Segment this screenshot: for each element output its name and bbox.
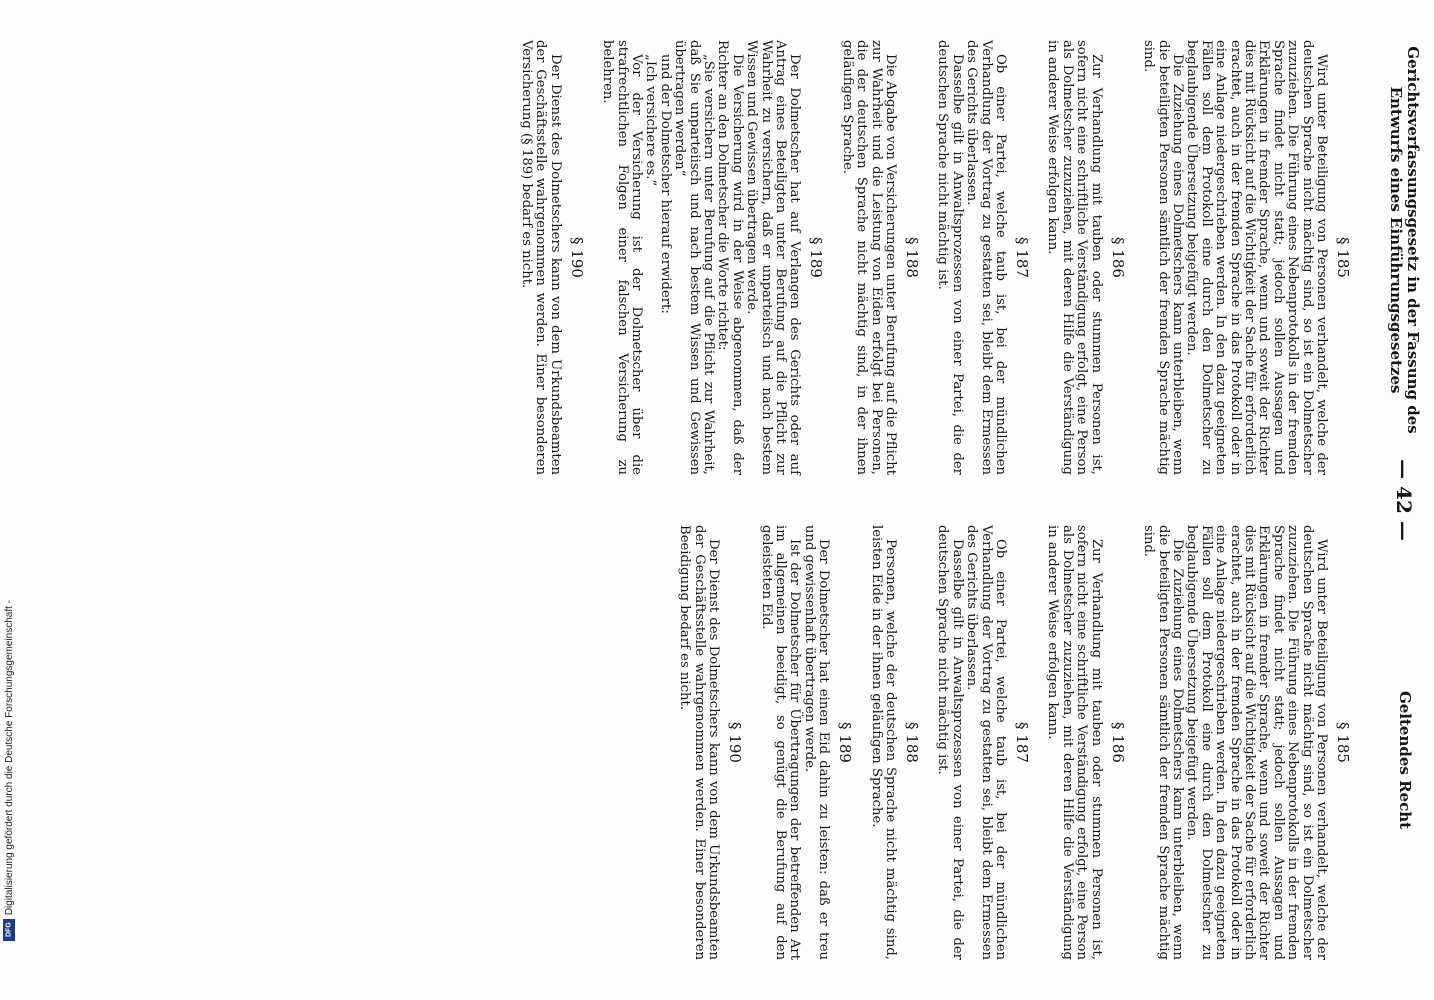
- right-heading-text: Geltendes Recht: [1395, 690, 1414, 830]
- left-column-heading: [1387, 40, 1422, 440]
- section-title: § 189: [836, 722, 855, 763]
- section-paragraph: Dasselbe gilt in Anwaltsprozessen von einer Partei, die der deutschen Sprache nicht mächtig ist.: [935, 525, 965, 960]
- section-paragraph: Ob einer Partei, welche taub ist, bei der mündlichen Verhandlung der Vortrag zu gestatten sei, bleibt dem Ermessen des Gerichts überlassen.: [964, 40, 1009, 475]
- section-paragraph: Der Dolmetscher hat auf Verlangen des Gerichts oder auf Antrag eines Beteiligten unter Berufung auf die Pflicht zur Wahrheit zu versichern, daß er unparteiisch und nach bestem Wissen und Gewissen übertragen werde.: [744, 40, 803, 475]
- draft-section: [839, 40, 921, 475]
- current-law-section: [1045, 525, 1127, 960]
- section-paragraph: „Ich versichere es.“: [643, 54, 659, 187]
- section-paragraph: Der Dolmetscher hat einen Eid dahin zu leisten: daß er treu und gewissenhaft übertragen werde.: [801, 525, 832, 960]
- section-paragraph: Die Abgabe von Versicherungen unter Berufung auf die Pflicht zur Wahrheit und die Leistung von Eiden erfolgt bei Personen, die der deutschen Sprache nicht mächtig sind, in der ihnen geläufigen Sprache.: [839, 40, 899, 475]
- section-paragraph: Der Dienst des Dolmetschers kann von dem Urkundsbeamten der Geschäftsstelle wahrgenommen werden. Einer besonderen Beeidigung bedarf es nicht.: [677, 525, 722, 960]
- current-law-section: [677, 525, 744, 960]
- section-paragraph: Die Zuziehung eines Dolmetschers kann unterbleiben, wenn die beteiligten Personen sämtlich der fremden Sprache mächtig sind.: [1141, 525, 1185, 960]
- section-paragraph: Wird unter Beteiligung von Personen verhandelt, welche der deutschen Sprache nicht mächtig sind, so ist ein Dolmetscher zuzuziehen. Die Führung eines Nebenprotokolls in der fremden Sprache findet nicht statt; jedoch sollen Aussagen und Erklärungen in fremder Sprache, wenn und soweit der Richter dies mit Rücksicht auf die Wichtigkeit der Sache für erforderlich erachtet, auch in der fremden Sprache in das Protokoll oder in eine Anlage niedergeschrieben werden. In den dazu geeigneten Fällen soll dem Protokoll eine durch den Dolmetscher zu beglaubigende Übersetzung beigefügt werden.: [1184, 40, 1329, 475]
- section-paragraph: Die Versicherung wird in der Weise abgenommen, daß der Richter an den Dolmetscher die Worte richtet:: [715, 40, 745, 475]
- right-column: [519, 525, 1366, 960]
- current-law-section: [868, 525, 921, 960]
- section-paragraph: Die Zuziehung eines Dolmetschers kann unterbleiben, wenn die beteiligten Personen sämtlich der fremden Sprache mächtig sind.: [1141, 40, 1185, 475]
- section-title: § 188: [903, 722, 922, 763]
- section-paragraph: Zur Verhandlung mit tauben oder stummen Personen ist, sofern nicht eine schriftliche Verständigung erfolgt, eine Person als Dolmetscher zuzuziehen, mit deren Hilfe die Verständigung in anderer Weise erfolgen kann.: [1045, 525, 1104, 960]
- section-title: § 186: [1108, 722, 1127, 763]
- section-paragraph: Vor der Versicherung ist der Dolmetscher über die strafrechtlichen Folgen einer falschen Versicherung zu belehren.: [600, 40, 644, 475]
- page-number: — 42 —: [1392, 459, 1416, 541]
- section-title: § 185: [1334, 237, 1352, 278]
- section-paragraph: Dasselbe gilt in Anwaltsprozessen von einer Partei, die der deutschen Sprache nicht mächtig ist.: [935, 40, 965, 475]
- current-law-section: [1141, 525, 1352, 960]
- section-title: § 186: [1108, 237, 1127, 278]
- two-column-body: [519, 40, 1366, 960]
- section-title: § 190: [567, 237, 586, 278]
- dfg-logo: DFG: [3, 919, 15, 941]
- page-header: [1384, 40, 1424, 960]
- draft-section: [935, 40, 1031, 475]
- draft-section: [1141, 40, 1352, 475]
- section-paragraph: Zur Verhandlung mit tauben oder stummen Personen ist, sofern nicht eine schriftliche Verständigung erfolgt, eine Person als Dolmetscher zuzuziehen, mit deren Hilfe die Verständigung in anderer Weise erfolgen kann.: [1045, 40, 1104, 475]
- right-column-heading: [1395, 560, 1412, 960]
- digitization-credit-text: Digitalisierung gefördert durch die Deutsche Forschungsgemeinschaft -: [3, 600, 15, 916]
- draft-section: [519, 40, 586, 475]
- section-title: § 188: [903, 237, 922, 278]
- section-paragraph: Ist der Dolmetscher für Übertragungen der betreffenden Art im allgemeinen beeidigt, so genügt die Berufung auf den geleisteten Eid.: [758, 525, 803, 960]
- draft-section: [600, 40, 826, 475]
- current-law-section: [758, 525, 854, 960]
- section-paragraph: „Sie versichern unter Berufung auf die Pflicht zur Wahrheit, daß Sie unparteiisch und nach bestem Wissen und Gewissen übertragen werden“: [672, 40, 716, 475]
- section-paragraph: Personen, welche der deutschen Sprache nicht mächtig sind, leisten Eide in der ihnen geläufigen Sprache.: [868, 525, 899, 960]
- section-title: § 190: [726, 722, 745, 763]
- digitization-credit-strip: [2, 600, 16, 996]
- section-paragraph: Ob einer Partei, welche taub ist, bei der mündlichen Verhandlung der Vortrag zu gestatten sei, bleibt dem Ermessen des Gerichts überlassen.: [964, 525, 1009, 960]
- current-law-section: [935, 525, 1031, 960]
- section-paragraph: Wird unter Beteiligung von Personen verhandelt, welche der deutschen Sprache nicht mächtig sind, so ist ein Dolmetscher zuzuziehen. Die Führung eines Nebenprotokolls in der fremden Sprache findet nicht statt; jedoch sollen Aussagen und Erklärungen in fremder Sprache, wenn und soweit der Richter dies mit Rücksicht auf die Wichtigkeit der Sache für erforderlich erachtet, auch in der fremden Sprache in das Protokoll oder in eine Anlage niedergeschrieben werden. In den dazu geeigneten Fällen soll dem Protokoll eine durch den Dolmetscher zu beglaubigende Übersetzung beigefügt werden.: [1184, 525, 1329, 960]
- section-title: § 187: [1013, 237, 1032, 278]
- draft-section: [1045, 40, 1127, 475]
- section-title: § 185: [1334, 722, 1352, 763]
- section-title: § 189: [807, 237, 826, 278]
- left-column: [519, 40, 1366, 475]
- left-heading-line2: Entwurfs eines Einführungsgesetzes: [1387, 86, 1405, 394]
- section-paragraph: und der Dolmetscher hierauf erwidert:: [657, 54, 673, 314]
- section-paragraph: Der Dienst des Dolmetschers kann von dem Urkundsbeamten der Geschäftsstelle wahrgenommen werden. Einer besonderen Versicherung (§ 189) bedarf es nicht.: [518, 40, 563, 475]
- section-title: § 187: [1013, 722, 1032, 763]
- left-heading-line1: Gerichtsverfassungsgesetz in der Fassung des: [1404, 46, 1423, 434]
